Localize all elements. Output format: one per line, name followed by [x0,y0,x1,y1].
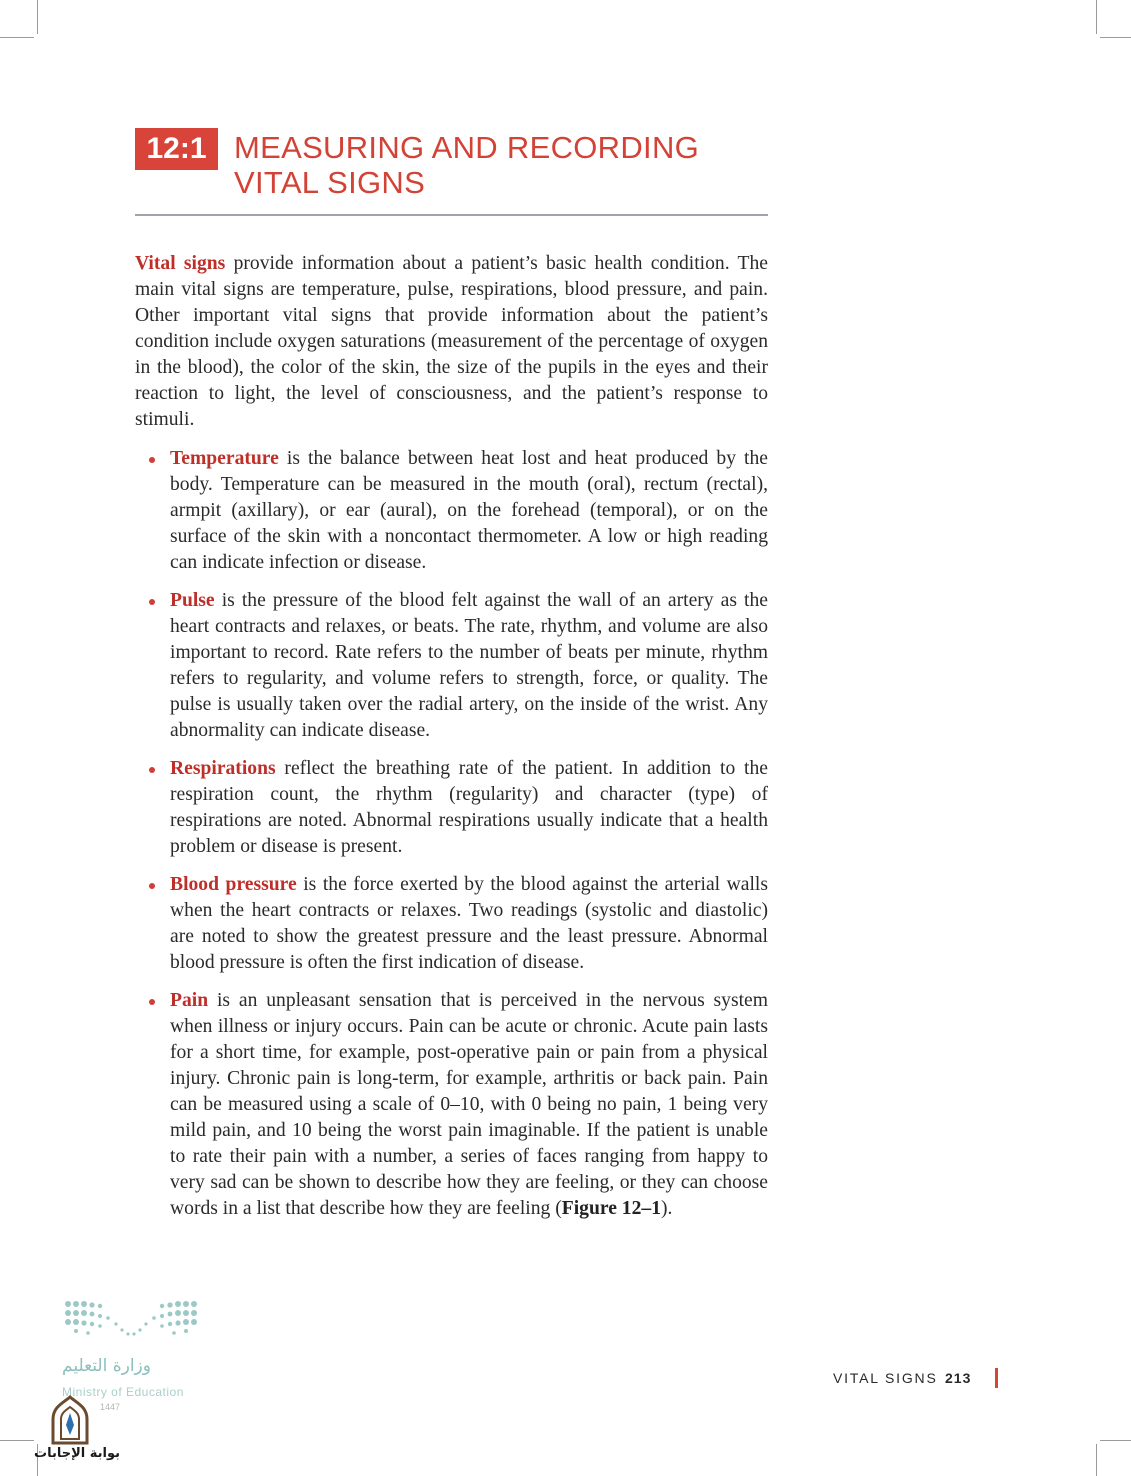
list-item [170,588,768,744]
vital-signs-list [135,446,768,1222]
footer-accent-bar [995,1368,998,1388]
item-text: is the balance between heat lost and heat produced by the body. Temperature can be measured in the mouth (oral), rectum (rectal), armpit (axillary), or ear (aural), on the forehead (temporal), or on the surface of the skin with a noncontact thermometer. A low or high reading can indicate infection or disease. [170,448,768,573]
bullet-icon [149,457,155,463]
crop-mark [0,1440,34,1441]
ministry-arabic-name: وزارة التعليم [62,1356,151,1376]
body-text [135,251,768,1234]
section-number-badge: 12:1 [135,128,218,170]
lantern-pen-icon [47,1395,93,1447]
section-divider [135,214,768,216]
list-item [170,756,768,860]
paragraph-text: provide information about a patient’s basic health condition. The main vital signs are temperature, pulse, respirations, blood pressure, and pain. Other important vital signs that provide information about the patient’s condition include oxygen saturations (measurement of the percentage of oxygen in the blood), the color of the skin, the size of the pupils in the eyes and their reaction to light, the level of consciousness, and the patient’s response to stimuli. [135,253,768,430]
crop-mark [1100,37,1131,38]
intro-paragraph [135,251,768,433]
bullet-icon [149,599,155,605]
crop-mark [1096,0,1097,34]
bullet-icon [149,767,155,773]
ministry-year: 1447 [100,1402,121,1412]
key-term: Pulse [170,590,215,611]
figure-reference[interactable]: Figure 12–1 [561,1198,661,1219]
running-head: VITAL SIGNS [833,1370,938,1386]
item-text-end: ). [661,1198,673,1219]
watermark-text: بوابة الإجابات [34,1446,120,1461]
section-title: MEASURING AND RECORDING VITAL SIGNS [234,130,700,200]
page-number: 213 [945,1370,972,1386]
key-term: Blood pressure [170,874,297,895]
list-item [170,872,768,976]
item-text: is the force exerted by the blood against the arterial walls when the heart contracts or relaxes. Two readings (systolic and diastolic) are noted to show the greatest pressure and the least pressure. Abnormal blood pressure is often the first indication of disease. [170,874,768,973]
item-text: reflect the breathing rate of the patient. In addition to the respiration count, the rhythm (regularity) and character (type) of respirations are noted. Abnormal respirations usually indicate that a health problem or disease is present. [170,758,768,857]
crop-mark [37,0,38,34]
bullet-icon [149,883,155,889]
key-term: Respirations [170,758,276,779]
crop-mark [0,37,34,38]
ministry-english-name: Ministry of Education [62,1385,184,1399]
list-item [170,988,768,1222]
crop-mark [1100,1440,1131,1441]
bullet-icon [149,999,155,1005]
key-term: Temperature [170,448,279,469]
key-term: Vital signs [135,253,226,274]
crop-mark [1096,1444,1097,1476]
key-term: Pain [170,990,209,1011]
list-item [170,446,768,576]
item-text: is an unpleasant sensation that is perceived in the nervous system when illness or injury occurs. Pain can be acute or chronic. Acute pain lasts for a short time, for example, post-operative pain or pain from a physical injury. Chronic pain is long-term, for example, arthritis or back pain. Pain can be measured using a scale of 0–10, with 0 being no pain, 1 being very mild pain, and 10 being the worst pain imaginable. If the patient is unable to rate their pain with a number, a series of faces ranging from happy to very sad can be shown to describe how they are feeling, or they can choose words in a list that describe how they are feeling ( [170,990,768,1219]
item-text: is the pressure of the blood felt against the wall of an artery as the heart contracts and relaxes, or beats. The rate, rhythm, and volume are also important to record. Rate refers to the number of beats per minute, rhythm refers to regularity, and volume refers to strength, force, or quality. The pulse is usually taken over the radial artery, on the inside of the wrist. Any abnormality can indicate disease. [170,590,768,741]
